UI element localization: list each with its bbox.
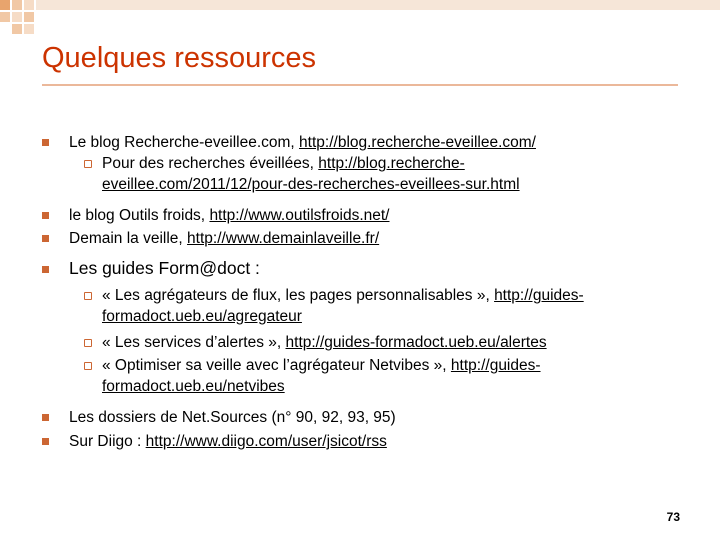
item-link[interactable]: http://blog.recherche-eveillee.com/ [299, 134, 536, 151]
item-text: Le blog Recherche-eveillee.com, [69, 134, 300, 151]
square-bullet-icon [42, 212, 49, 219]
item-link[interactable]: http://guides- [450, 357, 541, 374]
item-text: Demain la veille, [69, 230, 188, 247]
item-text: Pour des recherches éveillées, [102, 155, 319, 172]
square-bullet-icon [42, 266, 49, 273]
list-item [69, 432, 387, 452]
item-text: « Optimiser sa veille avec l’agrégateur Netvibes », [102, 357, 451, 374]
item-link[interactable]: formadoct.ueb.eu/netvibes [102, 378, 285, 395]
list-item-continuation [102, 377, 285, 397]
item-link[interactable]: http://guides- [494, 287, 584, 304]
item-link[interactable]: http://blog.recherche- [318, 155, 465, 172]
list-item [69, 229, 379, 249]
item-link[interactable]: http://www.demainlaveille.fr/ [187, 230, 380, 247]
list-item [102, 356, 541, 376]
list-item [69, 206, 390, 226]
item-text: le blog Outils froids, [69, 207, 210, 224]
hollow-square-bullet-icon [84, 339, 92, 347]
hollow-square-bullet-icon [84, 362, 92, 370]
item-text: Les guides Form@doct : [69, 258, 260, 278]
item-link[interactable]: formadoct.ueb.eu/agregateur [102, 308, 302, 325]
slide-title: Quelques ressources [42, 42, 317, 74]
list-item [102, 333, 547, 353]
item-text: « Les agrégateurs de flux, les pages personnalisables », [102, 287, 495, 304]
square-bullet-icon [42, 235, 49, 242]
square-bullet-icon [42, 438, 49, 445]
square-bullet-icon [42, 139, 49, 146]
hollow-square-bullet-icon [84, 292, 92, 300]
list-item-continuation [102, 175, 520, 195]
item-text: Sur Diigo : [69, 433, 146, 450]
list-item-continuation [102, 307, 302, 327]
item-text: Les dossiers de Net.Sources (n° 90, 92, 93, 95) [69, 409, 396, 426]
square-bullet-icon [42, 414, 49, 421]
list-item [102, 154, 465, 174]
item-link[interactable]: http://guides-formadoct.ueb.eu/alertes [285, 334, 547, 351]
item-link[interactable]: eveillee.com/2011/12/pour-des-recherches-eveillees-sur.html [102, 176, 520, 193]
item-text: « Les services d’alertes », [102, 334, 286, 351]
hollow-square-bullet-icon [84, 160, 92, 168]
list-item [69, 258, 260, 278]
list-item [102, 286, 584, 306]
item-link[interactable]: http://www.outilsfroids.net/ [209, 207, 390, 224]
list-item [69, 408, 396, 428]
item-link[interactable]: http://www.diigo.com/user/jsicot/rss [145, 433, 387, 450]
list-item [69, 133, 536, 153]
page-number: 73 [666, 510, 680, 524]
